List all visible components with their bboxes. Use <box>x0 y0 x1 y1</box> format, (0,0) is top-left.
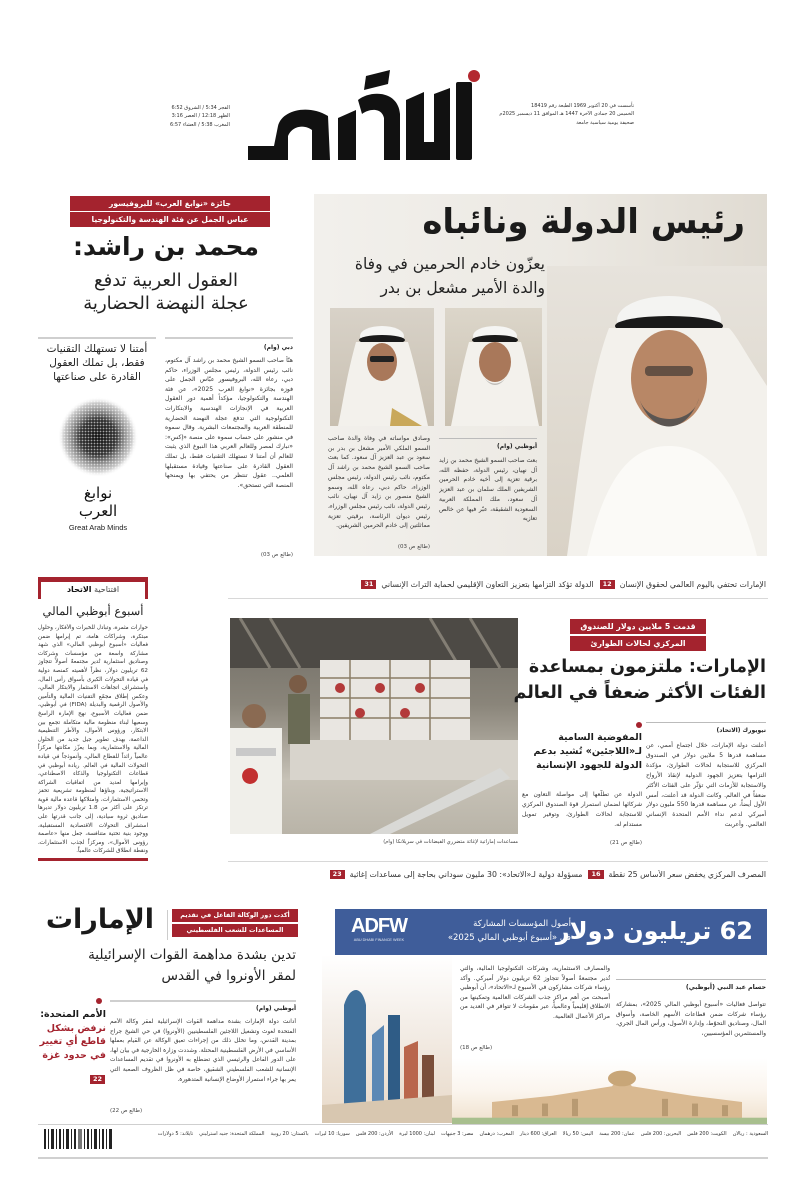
unrwa-body: أدانت دولة الإمارات بشدة مداهمة القوات الإسرائيلية لمقر وكالة الأمم المتحدة لغوث وتشغيل اللاجئين الفلسطينيين (الأونروا) في حي الشيخ جراح بمدينة القدس، وما تخلل ذلك من إجراءات تعيق الوكالة عن القيام بعملها الأساسي في الأرض الفلسطينية المحتلة. وشددت وزارة الخارجية في بيان لها، على الدور الفاعل والرئيسي الذي تضطلع به الأونروا في تقديم المساعدات الإنسانية للشعب الفلسطيني الشقيق، خاصة في ظل الظروف الصعبة التي يمر بها جراء استمرار الأوضاع الإنسانية المتدهورة. <box>110 1019 296 1083</box>
hero-subhead-line: والدة الأمير مشعل بن بدر <box>380 279 545 297</box>
footer-price-list <box>122 1131 768 1137</box>
side-head-line: في حدود غزة <box>42 1049 106 1061</box>
adfw-ref[interactable]: (طالع ص 18) <box>460 1045 493 1051</box>
teaser-item[interactable] <box>588 870 766 879</box>
portrait-icon <box>445 308 542 426</box>
page-number-badge: 12 <box>600 580 615 589</box>
unrwa-kicker-line: المساعدات للشعب الفلسطيني <box>172 924 298 937</box>
adfw-subline: أصول المؤسسات المشاركة <box>473 919 571 929</box>
price-item: السعودية : ريالان <box>732 1131 768 1137</box>
masthead-issue-info <box>499 102 634 127</box>
price-item: عمان: 200 بيسة <box>599 1131 635 1137</box>
adfw-subline: في «أسبوع أبوظبي المالي 2025» <box>447 933 571 943</box>
adfw-banner[interactable] <box>335 909 767 955</box>
unrwa-subhead[interactable] <box>38 945 296 987</box>
price-item: الكويت: 200 فلس <box>687 1131 727 1137</box>
price-item: اليمن: 50 ريالا <box>562 1131 594 1137</box>
quote-line: فقط، بل تملك العقول <box>49 357 145 369</box>
prayer-line: المغرب 5:38 / العشاء 6:57 <box>170 121 230 128</box>
side-head-line: المفوضية السامية <box>558 732 642 743</box>
hero-body-left: وصادق مواساته في وفاة والدة صاحب السمو الملكي الأمير مشعل بن بدر بن سعود بن عبد العزيز آل سعود. كما بعث صاحب السمو الشيخ محمد بن راشد آل مكتوم، نائب رئيس الدولة، رئيس مجلس الوزراء، حاكم دبي، رعاه الله، وسمو الشيخ منصور بن زايد آل نهيان، نائب رئيس الدولة، نائب رئيس مجلس الوزراء، رئيس ديوان الرئاسة، برقيتي تعزية مماثلتين إلى خادم الحرمين الشريفين. <box>328 435 430 530</box>
side-head-line: نرفض بشكل <box>46 1022 106 1034</box>
kicker-line: جائزة «نوابغ العرب» للبروفيسور <box>70 196 270 211</box>
editorial-body: حوارات مثمرة، وتبادل للخبرات والأفكار، وحلول مبتكرة، وشراكات هامة، تم إبرامها ضمن فعاليات «أسبوع أبوظبي المالي» الذي شهد مشاركة واسعة من مؤسسات وشركات وصناديق استثمارية تُدير مجتمعةً أصولاً تتجاوز 62 تريليون دولار، نظراً لأهميته كمنصة دولية في قيادة التحولات الكبرى بأسواق رأس المال، واستشراف اتجاهات الاستثمار والابتكار المالي، وعكس إطلاق مجمّع التقنيات المالية والتأمين والأصول الرقمية والبديلة (FIDA) في أبوظبي، ضمن فعاليات الأسبوع، نهج الإمارة الراسخ وسعيها لبناء منظومة مالية متكاملة تجمع بين الابتكار، ورؤوس الأموال، والأطر التنظيمية الداعمة، بهدف تطوير جيل جديد من الحلول المالية والاستثمارية، وبما يعزّز مكانتها مركزاً عالمياً رائداً للقطاع المالي، وأنموذجاً في قيادة التحولات المالية في العالم. ريادة أبوظبي في قطاعات التكنولوجيا والذكاء الاصطناعي، وإبرامها لعديد من اتفاقيات الشراكة الاستراتيجية، وبناؤها لمنظومة تشريعية تحفز وتحمي الاستثمارات، وامتلاكها قاعدة مالية قوية ترتكز على أكثر من 1.8 تريليون دولار تديرها صناديق ثروة سيادية، إلى جانب قدرتها على استشراف التحولات الاقتصادية المستقبلية، ووجود بنية تحتية متنافسة، جعل منها «عاصمة رؤوس الأموال»، ومركزاً لجذب الاستثمارات، ونقطة انطلاق للشركات عالمياً. <box>38 625 148 855</box>
aid-ref[interactable]: (طالع ص 21) <box>609 840 642 846</box>
cargo-photo-icon <box>230 618 518 834</box>
unrwa-kicker-line: أكدت دور الوكالة الفاعل في تقديم <box>172 909 298 922</box>
adfw-headline: 62 تريليون دولار <box>555 917 753 945</box>
aid-headline-line: الإمارات: ملتزمون بمساعدة <box>528 657 766 677</box>
logo-arabic-line: نوابغ <box>83 484 113 502</box>
feature-byline: دبي (وام) <box>263 344 293 351</box>
palace-icon <box>452 1058 767 1124</box>
feature-quote <box>38 342 156 384</box>
logo-arabic-line: العرب <box>78 502 118 520</box>
page-number-badge: 22 <box>90 1075 105 1084</box>
logo-red-dot <box>468 70 480 82</box>
tagline: صحيفة يومية سياسية جامعة <box>576 119 634 126</box>
hero-story <box>314 194 767 556</box>
aid-side-body: الدولة عن تطلّعها إلى مواصلة التعاون مع شركائها لضمان استمرار قوة الصندوق المركزي للاستجابة لحالات الطوارئ، وتوفير تمويل مستدام له. <box>522 791 642 828</box>
hero-ref[interactable]: (طالع ص 03) <box>397 544 430 550</box>
price-item: المملكة المتحدة: جنيه استرليني <box>199 1131 265 1137</box>
quote-line: أمتنا لا تستهلك التقنيات <box>46 343 148 355</box>
editorial-title[interactable]: أسبوع أبوظبي المالي <box>42 604 144 618</box>
unrwa-ref[interactable]: (طالع ص 22) <box>110 1108 143 1114</box>
side-head-line: الدولة للجهود الإنسانية <box>536 760 642 771</box>
unrwa-subhead-line: لمقر الأونروا في القدس <box>161 968 296 984</box>
teaser-text: الإمارات تحتفي باليوم العالمي لحقوق الإنسان <box>619 580 766 589</box>
teaser-item[interactable] <box>330 870 583 879</box>
feature-subhead[interactable] <box>40 270 292 315</box>
unrwa-subhead-line: تدين بشدة مداهمة القوات الإسرائيلية <box>88 947 296 963</box>
teaser-text: مسؤولة دولية لـ«الاتحاد»: 30 مليون سوداني بحاجة إلى مساعدات إغاثية <box>349 870 583 879</box>
price-item: سوريا: 10 ليرات <box>314 1131 350 1137</box>
adfw-body-left: والمصارف الاستثمارية، وشركات التكنولوجيا المالية، والتي تُدير مجتمعةً أصولاً تتجاوز 62 تريليون دولار أميركي. وأكد رؤساء شركات مشاركون في الأسبوع لـ«الاتحاد»، أن أبوظبي أصبحت من أهم مراكز جذب الشركات العالمية وتمكينها من الانطلاق إقليمياً وعالمياً، عبر مقومات لا تتوافر في العديد من مراكز الأعمال العالمية. <box>460 965 610 1020</box>
unrwa-side-page[interactable] <box>90 1066 105 1085</box>
feature-body: هنّأ صاحب السمو الشيخ محمد بن راشد آل مكتوم، نائب رئيس الدولة، رئيس مجلس الوزراء، حاكم دبي، رعاه الله، البروفيسور عبّاس الجمل على فوزه بجائزة «نوابغ العرب 2025»، عن فئة الهندسة والتكنولوجيا، مؤكداً أهمية دور العقول العربية في الإنجازات الهندسية والابتكارات التكنولوجية التي تدفع عجلة النهضة الحضارية للمنطقة العربية والمجتمعات البشرية. وقال سموه في منشور على حساب سموه على منصة «إكس»: «نبارك لمصر وللعالم العربي هذا النبوغ الذي يثبت للعالم أن أمتنا لا تستهلك التقنيات فقط، بل تملك العقول القادرة على صناعتها وقيادة مستقبلها العلمي.. عقول تنتظر من يحتفي بها ويمنحها المنصة التي تستحق». <box>165 357 293 489</box>
subhead-line: العقول العربية تدفع <box>94 270 238 291</box>
teaser-bar-mid <box>226 870 766 879</box>
aid-body: أعلنت دولة الإمارات، خلال اجتماع أممي، عن مساهمة قدرها 5 ملايين دولار في الصندوق المركزي للاستجابة لحالات الطوارئ، مؤكدة التزامها بتعزيز الجهود الدولية لإنقاذ الأرواح والاستجابة للأزمات التي تؤثّر على الفئات الأكثر ضعفاً في العالم. وكانت الدولة قد أعلنت، أمس الأول أيضاً، عن مساهمة قدرها 550 مليون دولار أميركي لدعم نداء الأمم المتحدة الإنساني العالمي. وأعربت <box>646 742 766 829</box>
hero-subhead[interactable] <box>355 252 545 300</box>
hero-body-right: بعث صاحب السمو الشيخ محمد بن زايد آل نهيان، رئيس الدولة، حفظه الله، برقية تعزية إلى أخيه خادم الحرمين الشريفين الملك سلمان بن عبد العزيز آل سعود، ملك المملكة العربية السعودية الشقيقة، عبّر فيها عن خالص تعازيه <box>439 457 537 523</box>
hero-byline: أبوظبي (وام) <box>497 443 537 450</box>
barcode <box>44 1129 114 1149</box>
adfw-body-right: تتواصل فعاليات «أسبوع أبوظبي المالي 2025»، بمشاركة رؤساء شركات ضمن قطاعات الأسهم الخاصة، وأسواق المال، وصناديق التحوّط، وإدارة الأصول، ورأس المال الجري، والمستثمرين المؤسسيين، <box>616 1001 766 1037</box>
price-item: البحرين: 200 فلس <box>640 1131 682 1137</box>
hero-subhead-line: يعزّون خادم الحرمين في وفاة <box>354 255 545 273</box>
photo-deputy <box>330 308 434 426</box>
price-item: المغرب: درهمان <box>479 1131 514 1137</box>
photo-vice-president <box>445 308 542 426</box>
photo-aid-cargo <box>230 618 518 834</box>
teaser-bar-top <box>226 580 766 589</box>
photo-caption: مساعدات إماراتية لإغاثة متضرري الفيضانات في سريلانكا (وام) <box>383 839 518 845</box>
editorial-brand: الاتحاد <box>66 585 92 594</box>
price-item: العراق: 600 دينار <box>519 1131 557 1137</box>
photo-emirates-palace <box>452 1058 767 1124</box>
great-arab-minds-logo <box>42 394 154 544</box>
quote-line: القادرة على صناعتها <box>53 371 141 383</box>
kicker-line: عباس الجمل عن فئة الهندسة والتكنولوجيا <box>70 212 270 227</box>
subhead-line: عجلة النهضة الحضارية <box>83 292 249 314</box>
page-number-badge: 31 <box>361 580 376 589</box>
side-head-line: لـ«اللاجئين» تُشيد بدعم <box>533 746 642 757</box>
prayer-line: الفجر 5:34 / الشروق 6:52 <box>171 105 230 111</box>
price-item: الأردن: 200 فلس <box>355 1131 394 1137</box>
aid-kicker-line: قدمت 5 ملايين دولار للصندوق <box>570 619 706 634</box>
logo-english: Great Arab Minds <box>68 523 128 532</box>
red-dot-icon <box>96 998 102 1004</box>
price-item: تايلاند: 5 دولارات <box>157 1131 194 1137</box>
founded-line: تأسست في 20 أكتوبر 1969 الطبعة رقم 18419 <box>531 103 634 109</box>
teaser-item[interactable] <box>600 580 766 589</box>
aid-headline[interactable] <box>513 654 766 706</box>
price-item: مصر: 3 جنيهات <box>441 1131 474 1137</box>
aid-kicker-line: المركزي لحالات الطوارئ <box>570 636 706 651</box>
dot-burst-icon <box>42 394 154 480</box>
portrait-icon <box>547 266 767 556</box>
side-head-line: قاطع أي تغيير <box>39 1036 106 1047</box>
page-number-badge: 16 <box>588 870 603 879</box>
adfw-logo <box>343 915 415 943</box>
red-dot-icon <box>636 722 642 728</box>
teaser-text: المصرف المركزي يخفض سعر الأساس 25 نقطة <box>608 870 766 879</box>
prayer-line: الظهر 12:18 / العصر 3:16 <box>171 113 230 120</box>
aid-side-head[interactable] <box>522 731 642 773</box>
editorial-label <box>38 584 148 596</box>
photo-abu-dhabi-skyline <box>322 955 452 1123</box>
date-line: الخميس 20 جمادى الآخرة 1447 هـ الموافق 11 ديسمبر 2025م <box>499 111 634 118</box>
editorial-label-text: افتتاحية <box>94 585 120 594</box>
barcode-icon <box>44 1129 114 1149</box>
feature-headline[interactable]: محمد بن راشد: <box>73 232 259 261</box>
aid-byline: نيويورك (الاتحاد) <box>716 727 766 734</box>
teaser-text: الدولة تؤكد التزامها بتعزيز التعاون الإقليمي لحماية التراث الإنساني <box>381 580 594 589</box>
adfw-byline: حسام عبد النبي (أبوظبي) <box>685 984 766 991</box>
prayer-times <box>170 104 230 129</box>
photo-president <box>547 266 767 556</box>
teaser-item[interactable] <box>361 580 593 589</box>
alittihad-logo-icon <box>238 70 480 162</box>
masthead-logo[interactable] <box>238 70 480 162</box>
hero-headline[interactable]: رئيس الدولة ونائباه <box>422 202 745 242</box>
portrait-icon <box>330 308 434 426</box>
page-number-badge: 23 <box>330 870 345 879</box>
adfw-logo-sub: ABU DHABI FINANCE WEEK <box>353 938 405 942</box>
unrwa-byline: أبوظبي (وام) <box>256 1005 296 1012</box>
adfw-logo-text: ADFW <box>351 915 407 937</box>
aid-headline-line: الفئات الأكثر ضعفاً في العالم <box>513 683 766 703</box>
unrwa-side-head[interactable] <box>36 1008 106 1062</box>
price-item: لبنان: 1000 ليرة <box>399 1131 436 1137</box>
skyline-icon <box>322 955 452 1123</box>
adfw-sublines <box>448 917 571 945</box>
feature-ref[interactable]: (طالع ص 03) <box>260 552 293 558</box>
unrwa-title[interactable]: الإمارات <box>45 904 155 935</box>
side-head-line: الأمم المتحدة: <box>40 1009 106 1020</box>
price-item: باكستان: 20 روبية <box>270 1131 309 1137</box>
